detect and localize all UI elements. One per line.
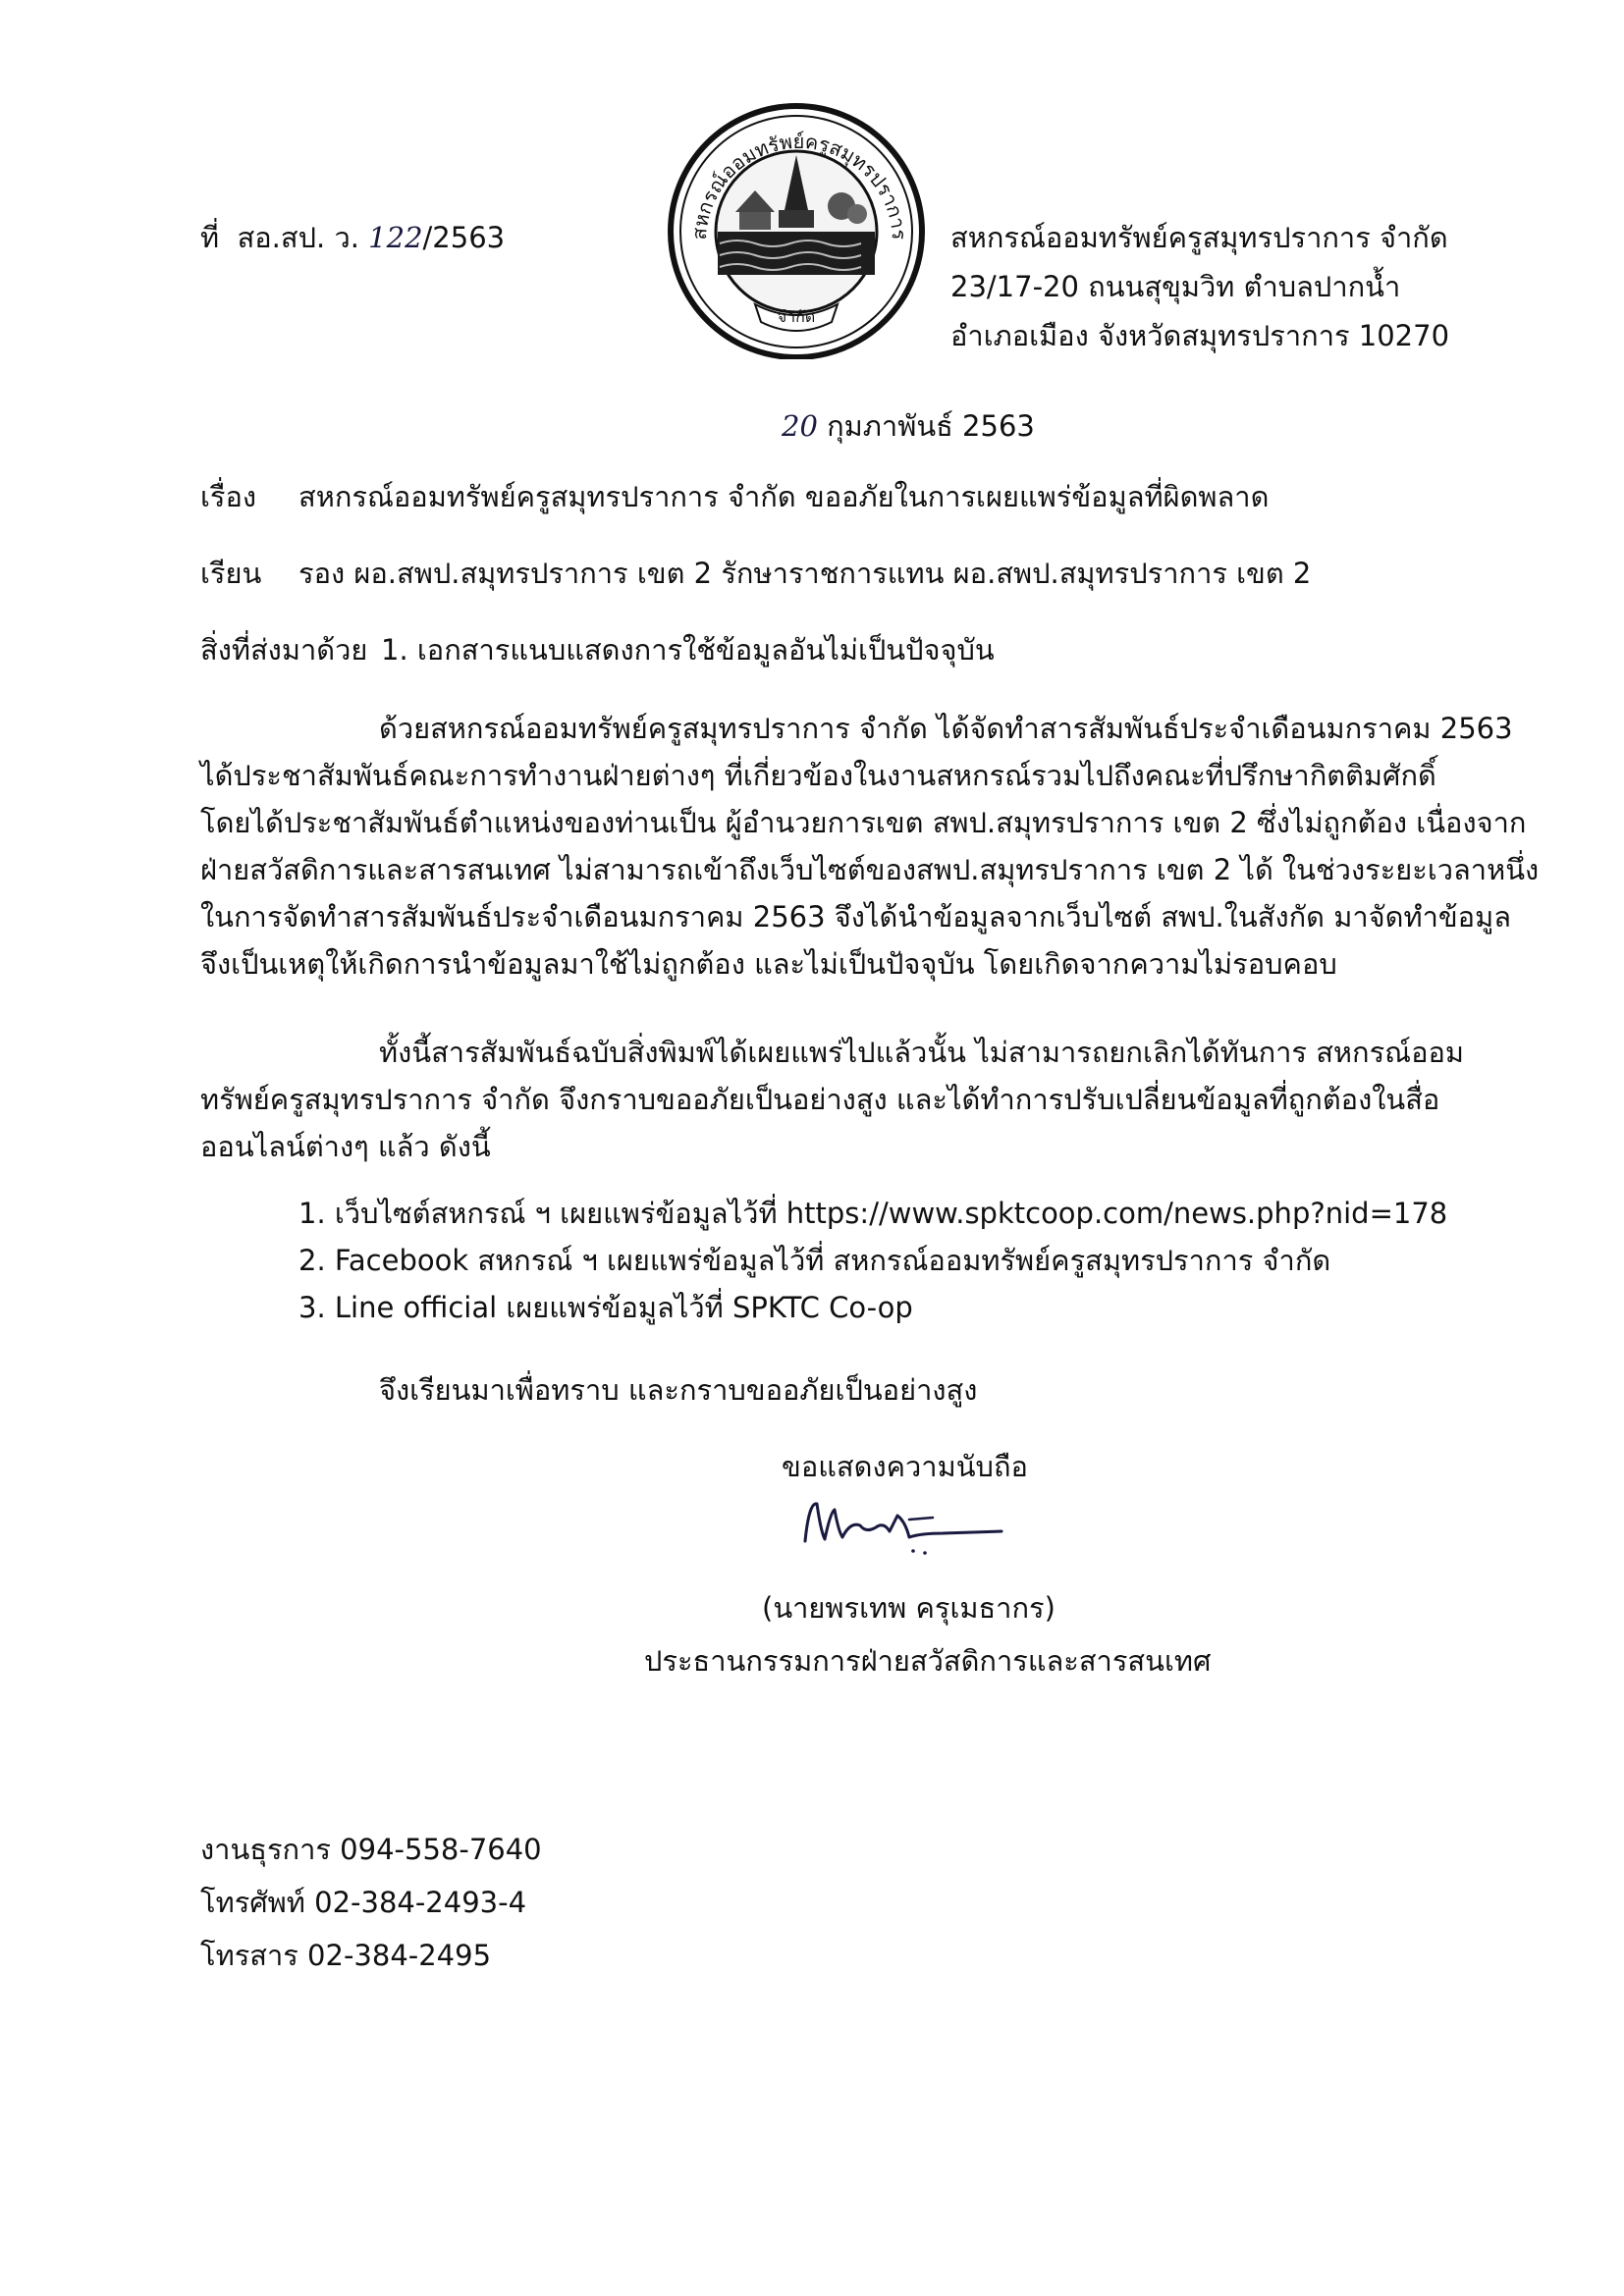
- channel-line-official: 3. Line official เผยแพร่ข้อมูลไว้ที่ SPKTC Co-op: [298, 1291, 913, 1324]
- paragraph-1-line: ด้วยสหกรณ์ออมทรัพย์ครูสมุทรปราการ จำกัด ได้จัดทำสารสัมพันธ์ประจำเดือนมกราคม 2563: [379, 712, 1513, 745]
- contact-admin-phone: งานธุรการ 094-558-7640: [200, 1833, 542, 1866]
- body-paragraph-1: [200, 705, 1540, 988]
- channel-facebook: 2. Facebook สหกรณ์ ฯ เผยแพร่ข้อมูลไว้ที่ สหกรณ์ออมทรัพย์ครูสมุทรปราการ จำกัด: [298, 1244, 1331, 1277]
- cooperative-seal-logo: [649, 94, 944, 359]
- paragraph-2-line: ออนไลน์ต่างๆ แล้ว ดังนี้: [200, 1130, 491, 1163]
- address-line-2: 23/17-20 ถนนสุขุมวิท ตำบลปากน้ำ: [950, 270, 1401, 303]
- sender-address: [950, 214, 1449, 361]
- enclosure-text: 1. เอกสารแนบแสดงการใช้ข้อมูลอันไม่เป็นปัจจุบัน: [381, 633, 995, 667]
- recipient-text: รอง ผอ.สพป.สมุทรปราการ เขต 2 รักษาราชการแทน ผอ.สพป.สมุทรปราการ เขต 2: [298, 557, 1312, 590]
- reference-year: /2563: [422, 221, 506, 254]
- contact-telephone: โทรศัพท์ 02-384-2493-4: [200, 1886, 527, 1919]
- enclosure-line: [200, 626, 995, 673]
- address-line-1: สหกรณ์ออมทรัพย์ครูสมุทรปราการ จำกัด: [950, 221, 1448, 254]
- reference-prefix: ที่: [200, 221, 220, 254]
- paragraph-1-line: ฝ่ายสวัสดิการและสารสนเทศ ไม่สามารถเข้าถึงเว็บไซต์ของสพป.สมุทรปราการ เขต 2 ได้ ในช่วงระยะเวลาหนึ่ง: [200, 853, 1540, 886]
- complimentary-close: ขอแสดงความนับถือ: [782, 1450, 1028, 1483]
- subject-text: สหกรณ์ออมทรัพย์ครูสมุทรปราการ จำกัด ขออภัยในการเผยแพร่ข้อมูลที่ผิดพลาด: [298, 480, 1270, 513]
- subject-label: เรื่อง: [200, 480, 257, 513]
- contact-info: [200, 1826, 542, 1985]
- signer-name: (นายพรเทพ ครุเมธากร): [762, 1591, 1056, 1625]
- seal-bottom-text: จำกัด: [777, 307, 816, 326]
- reference-handwritten-number: 122: [368, 221, 423, 254]
- handwritten-signature: [795, 1482, 1011, 1561]
- letter-date: [782, 402, 1035, 450]
- paragraph-1-line: โดยได้ประชาสัมพันธ์ตำแหน่งของท่านเป็น ผู้อำนวยการเขต สพป.สมุทรปราการ เขต 2 ซึ่งไม่ถูกต้อง เนื่องจาก: [200, 806, 1527, 839]
- paragraph-1-line: ในการจัดทำสารสัมพันธ์ประจำเดือนมกราคม 2563 จึงได้นำข้อมูลจากเว็บไซต์ สพป.ในสังกัด มาจัดทำข้อมูล: [200, 900, 1511, 934]
- reference-code: สอ.สป. ว.: [237, 221, 369, 254]
- address-line-3: อำเภอเมือง จังหวัดสมุทรปราการ 10270: [950, 319, 1450, 352]
- closing-sentence: จึงเรียนมาเพื่อทราบ และกราบขออภัยเป็นอย่างสูง: [379, 1373, 978, 1407]
- date-day-handwritten: 20: [782, 409, 818, 443]
- contact-fax: โทรสาร 02-384-2495: [200, 1939, 492, 1972]
- paragraph-2-line: ทรัพย์ครูสมุทรปราการ จำกัด จึงกราบขออภัยเป็นอย่างสูง และได้ทำการปรับเปลี่ยนข้อมูลที่ถูกต้องในสื่อ: [200, 1083, 1440, 1116]
- seal-top-text: สหกรณ์ออมทรัพย์ครูสมุทรปราการ: [686, 129, 912, 241]
- recipient-label: เรียน: [200, 557, 262, 590]
- enclosure-label: สิ่งที่ส่งมาด้วย: [200, 633, 368, 667]
- date-month-year: กุมภาพันธ์ 2563: [817, 409, 1035, 443]
- paragraph-1-line: ได้ประชาสัมพันธ์คณะการทำงานฝ่ายต่างๆ ที่เกี่ยวข้องในงานสหกรณ์รวมไปถึงคณะที่ปรึกษากิตติมศักดิ์: [200, 759, 1436, 792]
- online-channels-list: [298, 1190, 1447, 1331]
- recipient-line: [200, 550, 1311, 597]
- signer-title: ประธานกรรมการฝ่ายสวัสดิการและสารสนเทศ: [644, 1644, 1212, 1678]
- paragraph-1-line: จึงเป็นเหตุให้เกิดการนำข้อมูลมาใช้ไม่ถูกต้อง และไม่เป็นปัจจุบัน โดยเกิดจากความไม่รอบคอบ: [200, 947, 1337, 981]
- channel-website: 1. เว็บไซต์สหกรณ์ ฯ เผยแพร่ข้อมูลไว้ที่ https://www.spktcoop.com/news.php?nid=178: [298, 1197, 1448, 1230]
- reference-number: [200, 214, 505, 261]
- subject-line: [200, 473, 1269, 520]
- body-paragraph-2: [200, 1029, 1465, 1170]
- paragraph-2-line: ทั้งนี้สารสัมพันธ์ฉบับสิ่งพิมพ์ได้เผยแพร่ไปแล้วนั้น ไม่สามารถยกเลิกได้ทันการ สหกรณ์ออม: [379, 1036, 1465, 1069]
